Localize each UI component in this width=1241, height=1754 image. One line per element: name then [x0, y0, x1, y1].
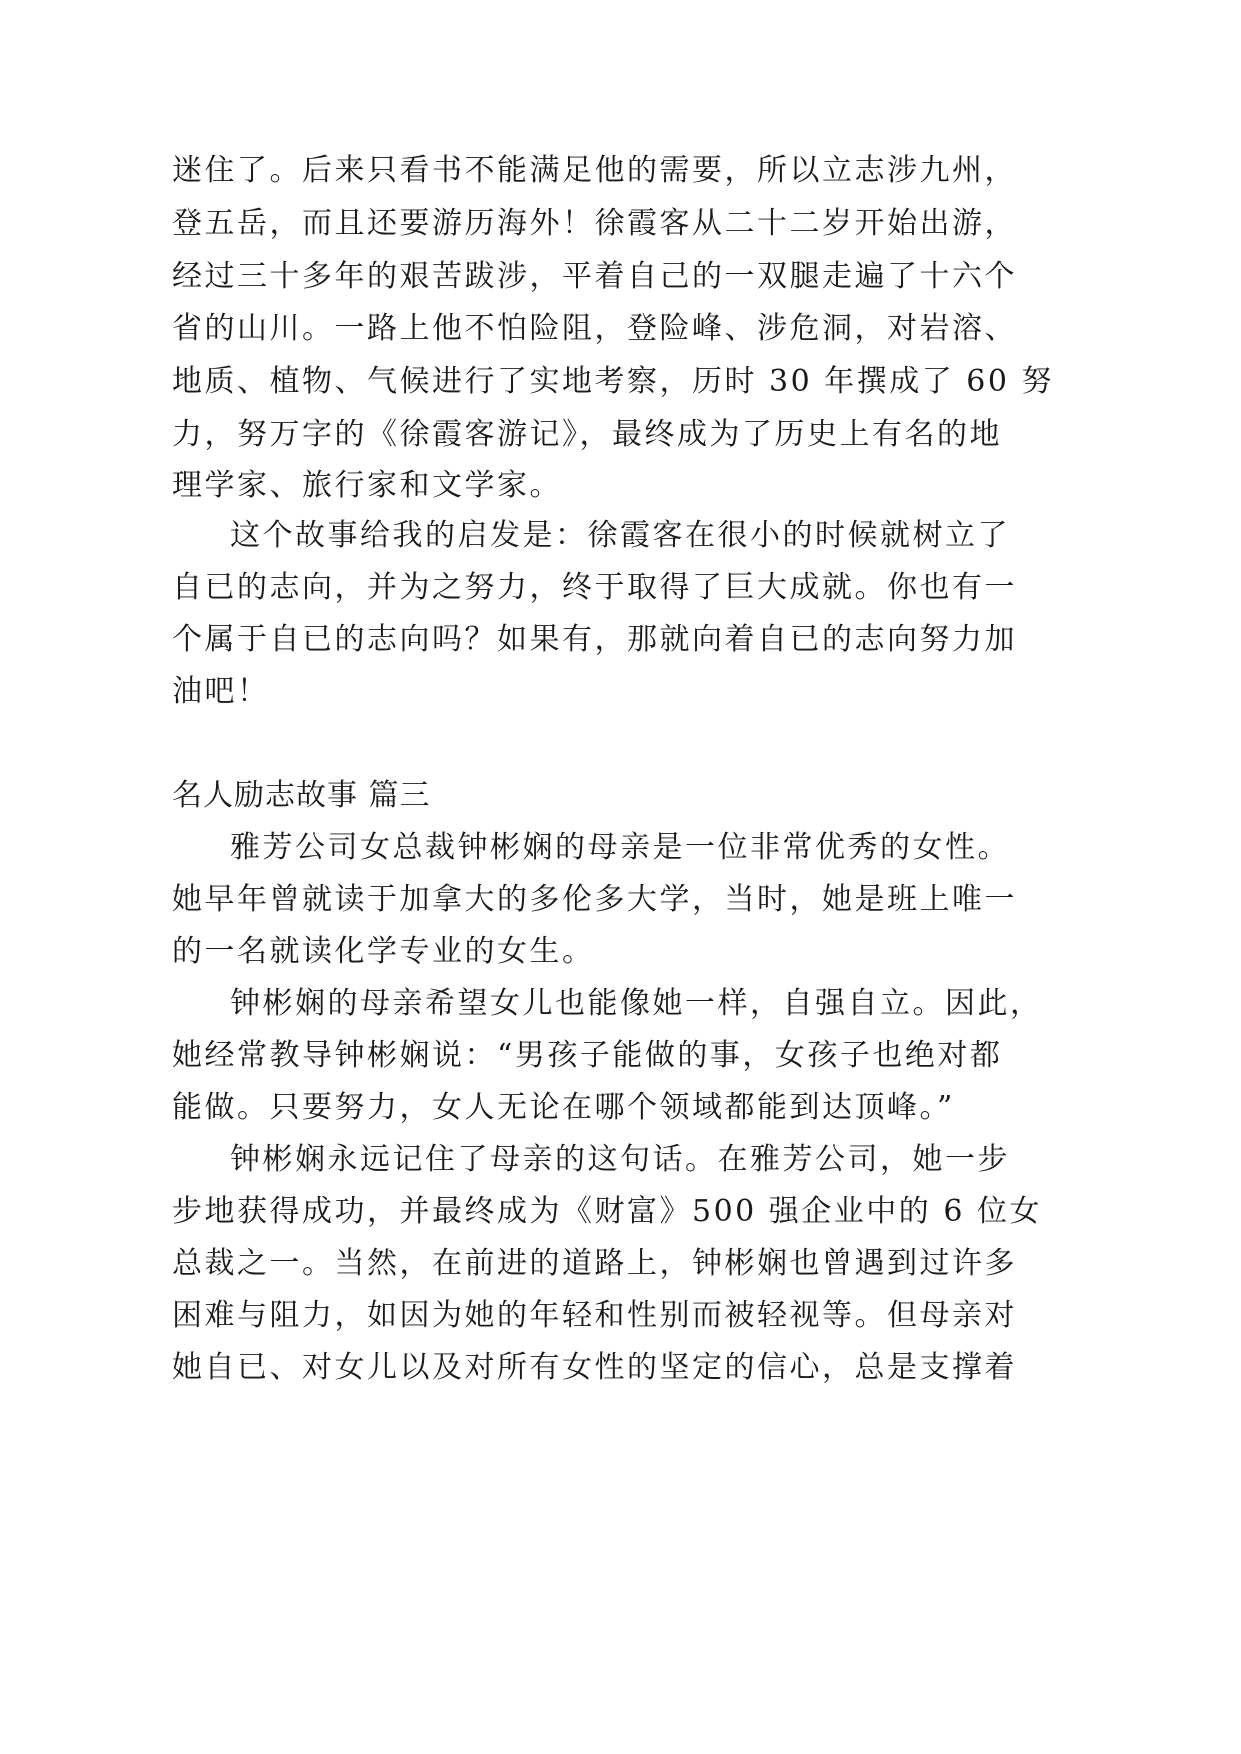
text-line: 油吧！	[172, 674, 270, 709]
text-line: 自已的志向，并为之努力，终于取得了巨大成就。你也有一	[172, 570, 1017, 605]
text-line: 雅芳公司女总裁钟彬娴的母亲是一位非常优秀的女性。	[230, 830, 1010, 865]
text-line: 钟彬娴永远记住了母亲的这句话。在雅芳公司，她一步	[230, 1142, 1010, 1177]
text-line: 地质、植物、气候进行了实地考察，历时 30 年撰成了 60 努	[172, 364, 1054, 399]
text-line: 登五岳，而且还要游历海外！徐霞客从二十二岁开始出游，	[172, 206, 1017, 241]
text-line: 困难与阻力，如因为她的年轻和性别而被轻视等。但母亲对	[172, 1298, 1017, 1333]
text-line: 的一名就读化学专业的女生。	[172, 934, 595, 969]
text-line: 钟彬娴的母亲希望女儿也能像她一样，自强自立。因此，	[230, 986, 1043, 1021]
section-heading: 名人励志故事 篇三	[172, 778, 431, 813]
text-line: 这个故事给我的启发是：徐霞客在很小的时候就树立了	[230, 518, 1010, 553]
text-line: 理学家、旅行家和文学家。	[172, 468, 562, 503]
text-line: 经过三十多年的艰苦跋涉，平着自己的一双腿走遍了十六个	[172, 259, 1017, 294]
text-line: 她自已、对女儿以及对所有女性的坚定的信心，总是支撑着	[172, 1350, 1017, 1385]
text-line: 她经常教导钟彬娴说：“男孩子能做的事，女孩子也绝对都	[172, 1038, 1003, 1073]
text-line: 迷住了。后来只看书不能满足他的需要，所以立志涉九州，	[172, 153, 1017, 188]
text-line: 力，努万字的《徐霞客游记》，最终成为了历史上有名的地	[172, 417, 1002, 452]
text-line: 总裁之一。当然，在前进的道路上，钟彬娴也曾遇到过许多	[172, 1246, 1017, 1281]
text-line: 步地获得成功，并最终成为《财富》500 强企业中的 6 位女	[172, 1194, 1042, 1229]
text-line: 省的山川。一路上他不怕险阻，登险峰、涉危洞，对岩溶、	[172, 311, 1017, 346]
text-line: 能做。只要努力，女人无论在哪个领域都能到达顶峰。”	[172, 1090, 955, 1125]
text-line: 个属于自已的志向吗？如果有，那就向着自已的志向努力加	[172, 622, 1017, 657]
text-line: 她早年曾就读于加拿大的多伦多大学，当时，她是班上唯一	[172, 882, 1017, 917]
